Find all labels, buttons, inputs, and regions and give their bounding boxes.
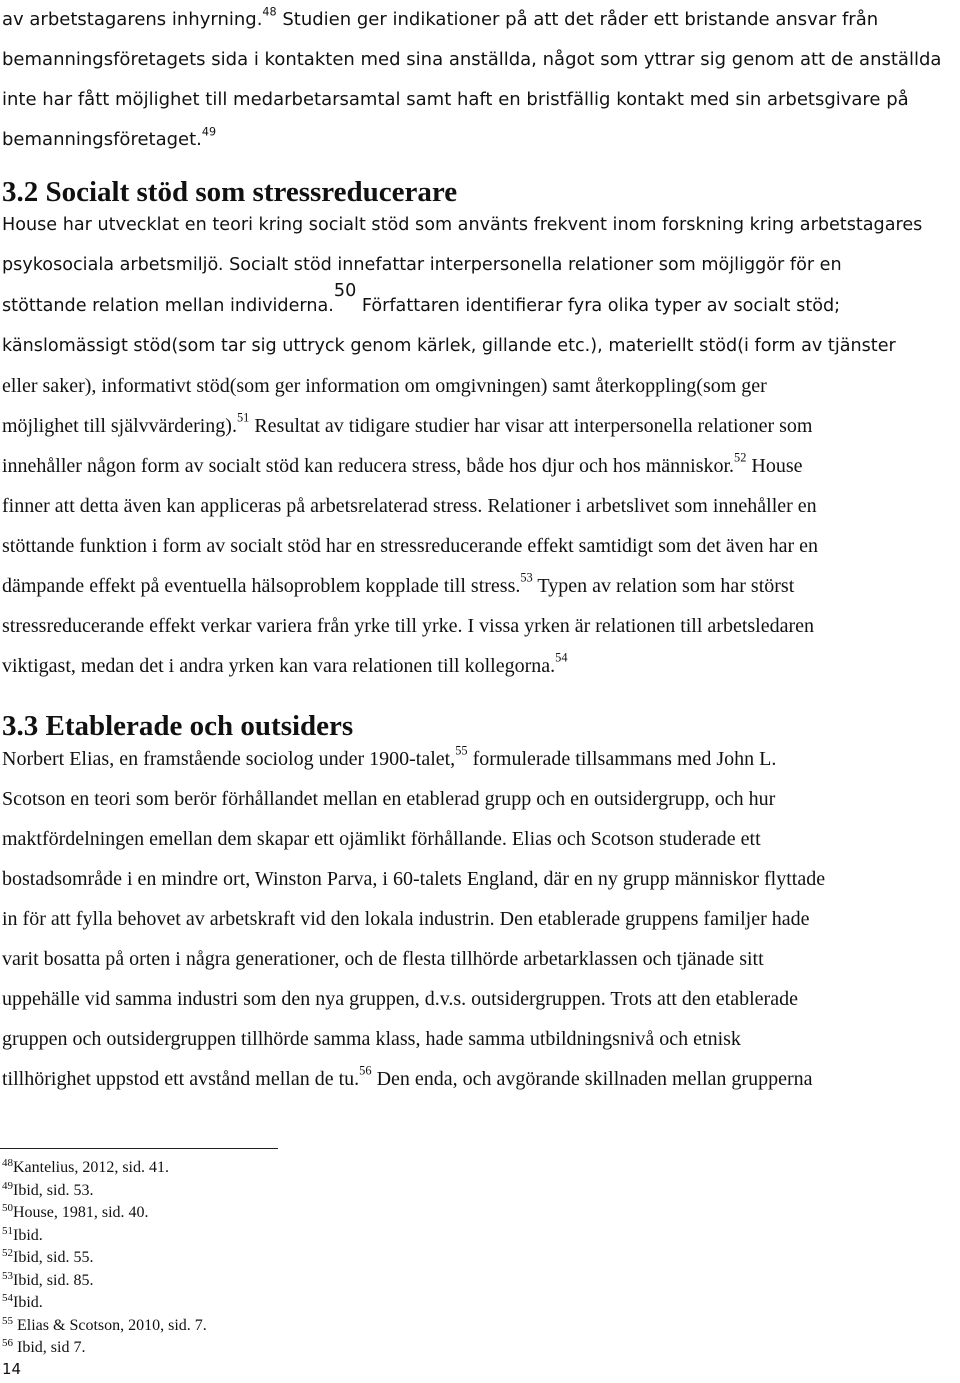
text-line: psykosociala arbetsmiljö. Socialt stöd innefattar interpersonella relationer som möjliggör för en xyxy=(2,255,842,275)
footnote-number: 55 xyxy=(2,1314,13,1327)
text-run: Norbert Elias, en framstående sociolog under 1900-talet, xyxy=(2,748,456,770)
section-3-2-paragraph xyxy=(2,205,956,686)
text-line: inte har fått möjlighet till medarbetarsamtal samt haft en bristfällig kontakt med sin arbetsgivare på xyxy=(2,89,909,110)
text-run: Typen av relation som har störst xyxy=(532,575,795,597)
footnote-ref[interactable]: 52 xyxy=(734,450,747,465)
text-line: uppehälle vid samma industri som den nya gruppen, d.v.s. outsidergruppen. Trots att den etablerade xyxy=(2,988,798,1010)
page-number: 14 xyxy=(2,1360,22,1378)
footnote-ref[interactable]: 49 xyxy=(201,125,217,139)
text-line xyxy=(2,646,956,686)
footnote-ref[interactable]: 51 xyxy=(236,410,250,425)
text-run: Författaren identifierar fyra olika typer av socialt stöd; xyxy=(356,296,841,316)
footnote-ref[interactable]: 50 xyxy=(333,281,357,302)
text-run: formulerade tillsammans med John L. xyxy=(467,748,777,770)
text-run: dämpande effekt på eventuella hälsoproblem kopplade till stress. xyxy=(2,575,521,597)
footnote-text: House, 1981, sid. 40. xyxy=(13,1204,149,1221)
text-run: Den enda, och avgörande skillnaden mellan grupperna xyxy=(371,1068,813,1090)
text-run: House xyxy=(746,455,803,477)
text-line: varit bosatta på orten i några generationer, och de flesta tillhörde arbetarklassen och tjänade sitt xyxy=(2,948,764,970)
text-line xyxy=(2,739,956,779)
text-run: möjlighet till självvärdering). xyxy=(2,415,237,437)
footnote-number: 51 xyxy=(2,1224,13,1237)
footnote-number: 48 xyxy=(2,1157,13,1169)
footnote-number: 50 xyxy=(2,1202,13,1214)
section-heading-3-3: 3.3 Etablerade och outsiders xyxy=(2,710,354,742)
text-line: finner att detta även kan appliceras på arbetsrelaterad stress. Relationer i arbetslivet som innehåller en xyxy=(2,495,817,517)
text-line xyxy=(2,0,952,40)
footnote-ref[interactable]: 55 xyxy=(455,743,468,758)
footnote-text: Ibid, sid. 55. xyxy=(13,1249,94,1266)
footnote-ref[interactable]: 53 xyxy=(520,570,533,585)
footnote-number: 52 xyxy=(2,1247,13,1259)
text-line: bostadsområde i en mindre ort, Winston Parva, i 60-talets England, där en ny grupp människor flyttade xyxy=(2,868,826,890)
footnote-separator xyxy=(0,1148,278,1149)
footnote-item xyxy=(2,1180,207,1203)
footnote-number: 49 xyxy=(2,1179,13,1192)
text-line: Scotson en teori som berör förhållandet mellan en etablerad grupp och en outsidergrupp, och hur xyxy=(2,788,776,810)
footnote-ref[interactable]: 48 xyxy=(262,5,277,19)
footnote-item xyxy=(2,1225,207,1248)
footnote-item xyxy=(2,1247,207,1270)
text-line: maktfördelningen emellan dem skapar ett ojämlikt förhållande. Elias och Scotson studerade ett xyxy=(2,828,761,850)
text-run: stöttande relation mellan individerna. xyxy=(2,296,334,316)
text-line xyxy=(2,1059,956,1099)
text-line: stöttande funktion i form av socialt stöd har en stressreducerande effekt samtidigt som det även har en xyxy=(2,535,819,557)
footnote-ref[interactable]: 56 xyxy=(359,1063,372,1078)
footnote-ref[interactable]: 54 xyxy=(555,650,568,665)
footnote-item xyxy=(2,1315,207,1338)
footnote-text: Kantelius, 2012, sid. 41. xyxy=(13,1159,169,1176)
text-line xyxy=(2,281,956,326)
text-line xyxy=(2,446,956,486)
intro-paragraph xyxy=(2,0,952,160)
text-run: Resultat av tidigare studier har visar att interpersonella relationer som xyxy=(249,415,813,437)
text-line: stressreducerande effekt verkar variera från yrke till yrke. I vissa yrken är relationen till arbetsledaren xyxy=(2,615,815,637)
text-run: innehåller någon form av socialt stöd kan reducera stress, både hos djur och hos människor. xyxy=(2,455,735,477)
text-line: bemanningsföretagets sida i kontakten med sina anställda, något som yttrar sig genom att de anställda xyxy=(2,49,942,70)
text-line xyxy=(2,406,956,446)
footnote-item xyxy=(2,1337,207,1360)
text-run: Studien ger indikationer på att det råder ett bristande ansvar från xyxy=(276,9,879,30)
text-line: in för att fylla behovet av arbetskraft vid den lokala industrin. Den etablerade gruppens familjer hade xyxy=(2,908,810,930)
footnote-text: Ibid. xyxy=(13,1226,43,1244)
footnote-item xyxy=(2,1202,207,1225)
footnote-text: Ibid, sid 7. xyxy=(13,1339,86,1356)
footnote-text: Ibid, sid. 53. xyxy=(13,1181,94,1199)
section-3-3-paragraph xyxy=(2,739,956,1099)
text-line: eller saker), informativt stöd(som ger information om omgivningen) samt återkoppling(som ger xyxy=(2,375,767,397)
footnote-item xyxy=(2,1292,207,1315)
footnote-number: 56 xyxy=(2,1337,13,1349)
section-heading-3-2: 3.2 Socialt stöd som stressreducerare xyxy=(2,176,458,208)
text-line: House har utvecklat en teori kring socialt stöd som använts frekvent inom forskning kring arbetstagares xyxy=(2,215,923,235)
text-line xyxy=(2,120,952,160)
text-line xyxy=(2,566,956,606)
text-run: viktigast, medan det i andra yrken kan vara relationen till kollegorna. xyxy=(2,655,556,677)
footnote-number: 53 xyxy=(2,1269,13,1282)
footnote-text: Elias & Scotson, 2010, sid. 7. xyxy=(13,1316,207,1334)
footnote-text: Ibid. xyxy=(13,1294,43,1311)
footnote-item xyxy=(2,1157,207,1180)
text-line: gruppen och outsidergruppen tillhörde samma klass, hade samma utbildningsnivå och etnisk xyxy=(2,1028,741,1050)
text-run: tillhörighet uppstod ett avstånd mellan de tu. xyxy=(2,1068,360,1090)
text-line: känslomässigt stöd(som tar sig uttryck genom kärlek, gillande etc.), materiellt stöd(i form av tjänster xyxy=(2,336,896,356)
footnote-list xyxy=(2,1157,207,1360)
footnote-text: Ibid, sid. 85. xyxy=(13,1271,94,1289)
footnote-item xyxy=(2,1270,207,1293)
text-run: bemanningsföretaget. xyxy=(2,129,202,150)
footnote-number: 54 xyxy=(2,1292,13,1304)
text-run: av arbetstagarens inhyrning. xyxy=(2,9,263,30)
